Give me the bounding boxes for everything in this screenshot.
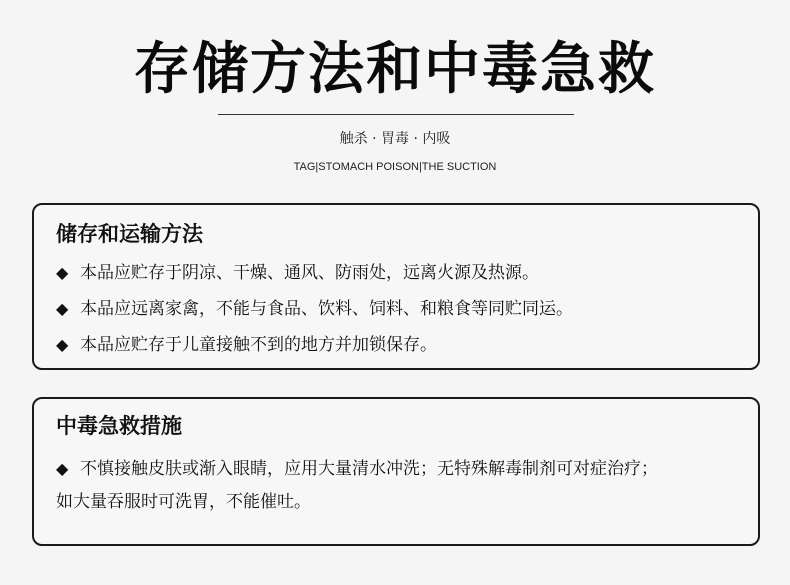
list-item bbox=[56, 297, 573, 321]
list-item-text: 本品应贮存于阴凉、干燥、通风、防雨处，远离火源及热源。 bbox=[80, 263, 539, 283]
storage-heading: 储存和运输方法 bbox=[56, 222, 203, 246]
storage-transport-card bbox=[32, 203, 760, 370]
bullet-diamond-icon: ◆ bbox=[56, 299, 69, 318]
bullet-diamond-icon: ◆ bbox=[56, 263, 69, 282]
list-item bbox=[56, 261, 539, 285]
title-divider bbox=[218, 114, 574, 115]
bullet-diamond-icon: ◆ bbox=[56, 459, 69, 478]
bullet-diamond-icon: ◆ bbox=[56, 335, 69, 354]
list-item bbox=[56, 333, 437, 357]
first-aid-card bbox=[32, 397, 760, 546]
list-item-text: 本品应远离家禽，不能与食品、饮料、饲料、和粮食等同贮同运。 bbox=[80, 299, 573, 319]
page-title: 存储方法和中毒急救 bbox=[134, 37, 656, 102]
page-subtitle: 触杀 · 胃毒 · 内吸 bbox=[339, 131, 451, 147]
list-item-continuation: 如大量吞服时可洗胃，不能催吐。 bbox=[56, 492, 311, 512]
list-item-text: 不慎接触皮肤或渐入眼睛，应用大量清水冲洗；无特殊解毒制剂可对症治疗； bbox=[80, 459, 658, 479]
page-subtitle-english: TAG|STOMACH POISON|THE SUCTION bbox=[293, 161, 497, 173]
first-aid-heading: 中毒急救措施 bbox=[56, 414, 182, 438]
list-item bbox=[56, 457, 658, 481]
list-item-text: 本品应贮存于儿童接触不到的地方并加锁保存。 bbox=[80, 335, 437, 355]
